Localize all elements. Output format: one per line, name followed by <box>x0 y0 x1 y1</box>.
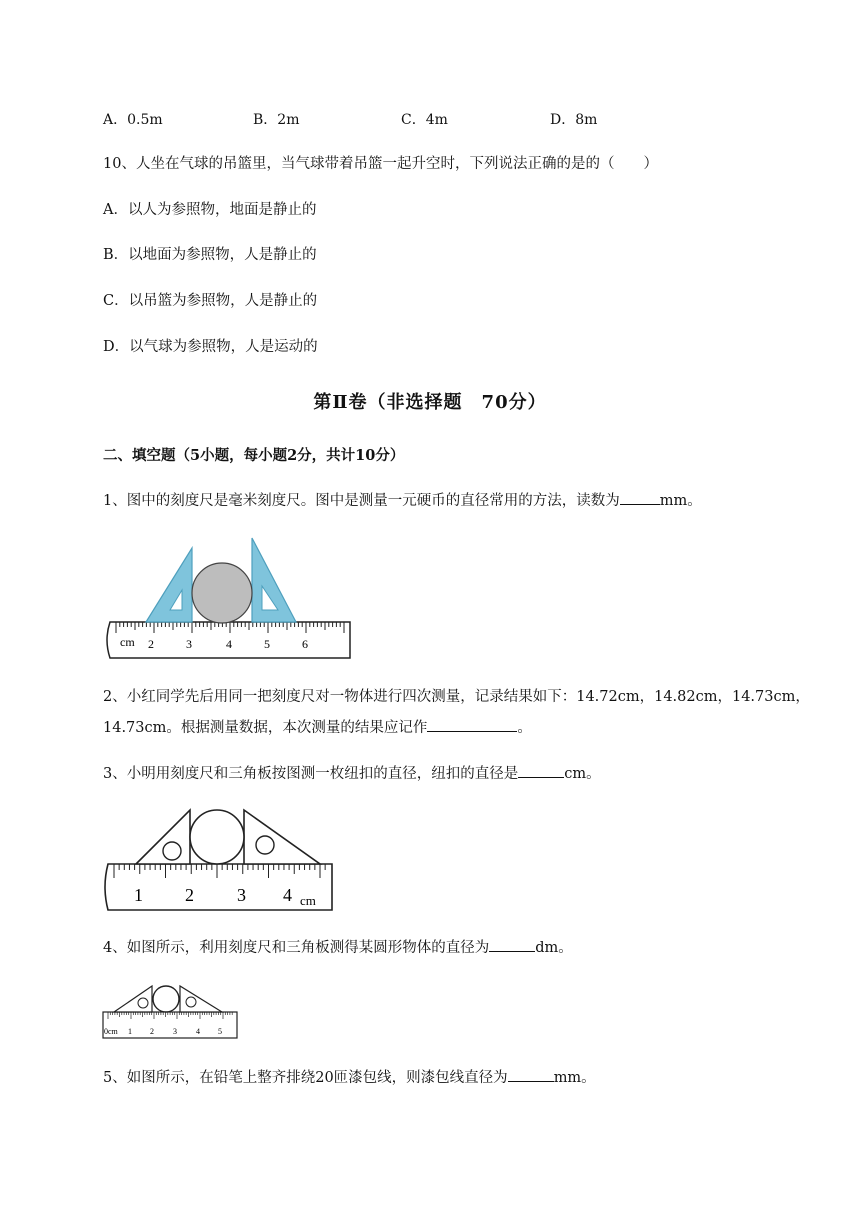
fill-q3-text: 3、小明用刻度尺和三角板按图测一枚纽扣的直径，纽扣的直径是 <box>103 766 519 782</box>
tick-label: 6 <box>302 637 308 651</box>
part2-title: 第Ⅱ卷（非选择题 70分） <box>313 392 547 413</box>
tick-label: 3 <box>173 1027 177 1036</box>
q9-option-b: B．2m <box>253 112 300 128</box>
fill-q4 <box>103 937 573 958</box>
fill-q5-unit: mm。 <box>553 1070 596 1086</box>
right-triangle-hole <box>186 997 196 1007</box>
tick-label: 3 <box>186 637 192 651</box>
tick-label: 1 <box>134 885 143 905</box>
tick-label: 2 <box>148 637 154 651</box>
q10-option-c: C．以吊篮为参照物，人是静止的 <box>103 293 318 309</box>
fill-q4-unit: dm。 <box>535 940 573 956</box>
tick-label: 4 <box>226 637 232 651</box>
q10-option-d: D．以气球为参照物，人是运动的 <box>103 339 318 355</box>
answer-blank[interactable] <box>508 1067 554 1082</box>
answer-blank[interactable] <box>489 937 535 952</box>
tick-label: 5 <box>218 1027 222 1036</box>
tick-label: 3 <box>237 885 246 905</box>
tick-label: 2 <box>185 885 194 905</box>
disc-object <box>153 986 179 1012</box>
fill-q2-text: 14.73cm。根据测量数据，本次测量的结果应记作 <box>103 720 428 736</box>
fill-q2-end: 。 <box>517 720 532 736</box>
fill-q2-line1: 2、小红同学先后用同一把刻度尺对一物体进行四次测量，记录结果如下：14.72cm，14.82cm，14.73cm， <box>103 689 810 705</box>
q9-option-a: A．0.5m <box>103 112 163 128</box>
tick-label: 4 <box>196 1027 200 1036</box>
left-triangle-ruler <box>136 810 190 864</box>
fill-q3 <box>103 763 601 784</box>
button <box>190 810 244 864</box>
right-triangle-ruler <box>244 810 320 864</box>
tick-label: 5 <box>264 637 270 651</box>
ruler-body <box>103 1012 237 1038</box>
tick-label: 1 <box>128 1027 132 1036</box>
answer-blank[interactable] <box>518 763 564 778</box>
right-triangle-hole <box>256 836 274 854</box>
left-triangle-hole <box>138 998 148 1008</box>
right-triangle-ruler <box>180 986 222 1012</box>
figure-ruler-button <box>100 806 340 914</box>
tick-label: 2 <box>150 1027 154 1036</box>
fill-q1-unit: mm。 <box>659 493 702 509</box>
figure-ruler-coin <box>100 534 356 662</box>
coin <box>192 563 252 623</box>
ruler-unit-label: cm <box>120 635 135 649</box>
ruler-unit-label: cm <box>300 893 316 908</box>
fill-q4-text: 4、如图所示，利用刻度尺和三角板测得某圆形物体的直径为 <box>103 940 490 956</box>
answer-blank[interactable] <box>620 490 660 505</box>
q10-stem: 10、人坐在气球的吊篮里，当气球带着吊篮一起升空时，下列说法正确的是的（ ） <box>103 156 658 172</box>
left-triangle-ruler <box>146 548 192 622</box>
q10-option-a: A．以人为参照物，地面是静止的 <box>103 202 317 218</box>
figure-ruler-disc <box>100 978 240 1042</box>
section-title: 二、填空题（5小题，每小题2分，共计10分） <box>103 447 405 464</box>
left-triangle-hole <box>163 842 181 860</box>
fill-q3-unit: cm。 <box>564 766 601 782</box>
q10-option-b: B．以地面为参照物，人是静止的 <box>103 247 317 263</box>
fill-q1-text: 1、图中的刻度尺是毫米刻度尺。图中是测量一元硬币的直径常用的方法，读数为 <box>103 493 620 509</box>
tick-label: 4 <box>283 885 292 905</box>
fill-q2-line2 <box>103 717 532 738</box>
ruler-unit-label: 0cm <box>104 1027 118 1036</box>
fill-q5-text: 5、如图所示，在铅笔上整齐排绕20匝漆包线，则漆包线直径为 <box>103 1070 508 1086</box>
answer-blank[interactable] <box>427 717 517 732</box>
fill-q1 <box>103 490 702 511</box>
fill-q5 <box>103 1067 596 1088</box>
q9-option-c: C．4m <box>401 112 448 128</box>
q9-option-d: D．8m <box>550 112 598 128</box>
